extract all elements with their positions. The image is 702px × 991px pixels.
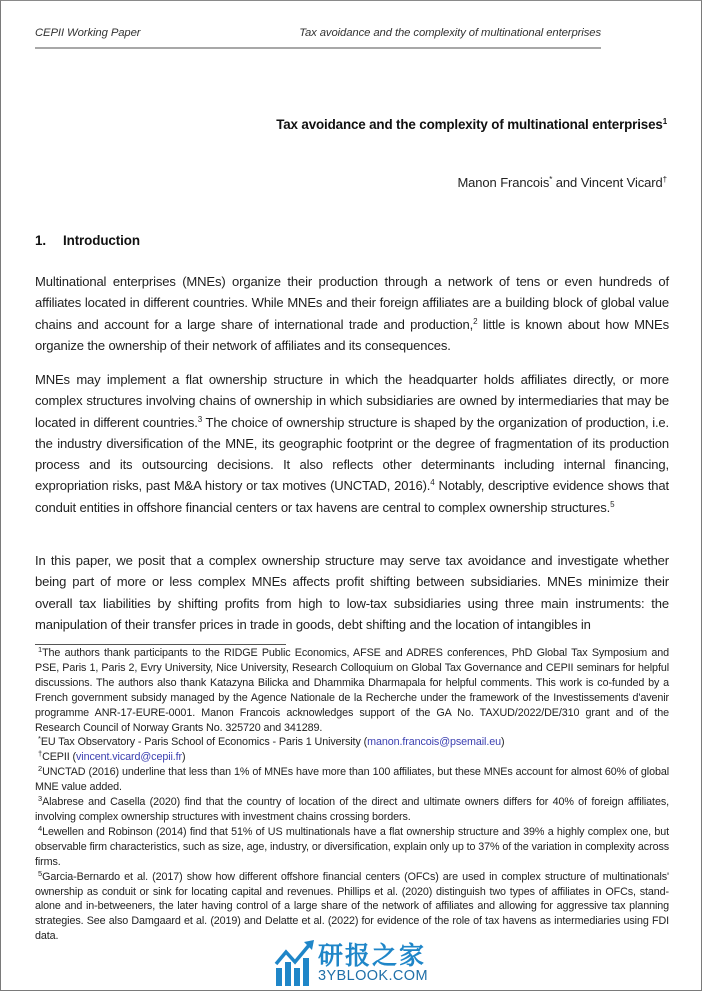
author-2: Vincent Vicard (580, 175, 663, 190)
footnote-mark: 3 (38, 794, 43, 804)
footnote-2 (35, 765, 669, 795)
email-link-vicard[interactable]: vincent.vicard@cepii.fr (76, 751, 183, 764)
footnote-ref-1[interactable]: 1 (662, 117, 667, 126)
footnote-mark: 2 (38, 764, 43, 774)
paragraph-text: Notably, descriptive evidence shows that conduit entities in offshore financial centers or tax havens are central to complex ownership structures. (35, 478, 669, 515)
footnote-mark: 5 (38, 868, 43, 878)
footnote-author-2 (35, 750, 669, 765)
footnote-text: ) (182, 751, 186, 764)
author-1: Manon Francois (457, 175, 550, 190)
footnote-ref-3[interactable]: 3 (197, 414, 203, 424)
footnote-ref-4[interactable]: 4 (430, 478, 435, 488)
footnote-1 (35, 646, 669, 735)
watermark-chinese-text: 研报之家 (318, 941, 427, 970)
author-connector: and (552, 175, 581, 190)
paragraph-3 (35, 550, 669, 635)
footnote-rule (35, 644, 286, 645)
footnote-author-1 (35, 735, 669, 750)
footnote-text: EU Tax Observatory - Paris School of Economics - Paris 1 University ( (40, 736, 368, 749)
paper-title (276, 117, 667, 132)
footnote-ref-2[interactable]: 2 (473, 316, 478, 326)
running-header-right: Tax avoidance and the complexity of multinational enterprises (299, 27, 601, 39)
email-link-francois[interactable]: manon.francois@psemail.eu (367, 736, 501, 749)
header-rule (35, 47, 601, 49)
watermark-logo (274, 938, 434, 988)
bar-chart-arrow-icon (274, 938, 318, 988)
paragraph-1 (35, 271, 669, 356)
section-number: 1. (35, 233, 46, 248)
footnote-text: UNCTAD (2016) underline that less than 1% of MNEs have more than 100 affiliates, but these MNEs account for almost 60% of global MNE value added. (35, 766, 669, 794)
author-line (457, 175, 667, 190)
section-heading (35, 233, 140, 248)
section-title: Introduction (63, 233, 140, 248)
paragraph-text: The choice of ownership structure is shaped by the organization of production, i.e. the industry diversification of the MNE, its geographic footprint or the degree of fragmentation of its production process and its outsourcing decisions. It also reflects other determinants including internal financing, expropriation risks, past M&A history or tax motives (UNCTAD, 2016). (35, 414, 670, 494)
paragraph-text: Multinational enterprises (MNEs) organize their production through a network of tens or even hundreds of affiliates located in different countries. While MNEs and their foreign affiliates are a building block of global value chains and account for a large share of international trade and production, (35, 274, 669, 332)
footnote-text: Alabrese and Casella (2020) find that the country of location of the direct and ultimate owners differs for 40% of foreign affiliates, involving complex ownership structures with investment chains crossing borders. (35, 796, 669, 823)
footnote-5 (35, 870, 669, 945)
footnote-ref-5[interactable]: 5 (610, 499, 615, 509)
footnote-text: CEPII ( (42, 751, 77, 764)
footnote-text: ) (501, 736, 505, 749)
author-1-mark[interactable]: * (549, 175, 553, 184)
footnote-mark: † (38, 749, 43, 759)
paragraph-text: MNEs may implement a flat ownership structure in which the headquarter holds affiliates directly, or more complex structures involving chains of ownership in which subsidiaries are owned by intermediaries that may be located in different countries. (35, 372, 669, 430)
running-header-left: CEPII Working Paper (35, 27, 141, 39)
running-header (35, 27, 601, 39)
footnote-mark: 4 (38, 823, 43, 833)
footnote-text: The authors thank participants to the RIDGE Public Economics, AFSE and ADRES conferences, PhD Global Tax Symposium and PSE, Paris 1, Paris 2, Evry University, Nice University, Research Colloquium on Global Tax Governance and CEPII seminars for helpful discussions. The authors also thank Katazyna Bilicka and Dhammika Dharmapala for helpful comments. This work is co-funded by a French government subsidy managed by the Agence Nationale de la Recherche under the framework of the Investissements d'avenir programme ANR-17-EURE-0001. Manon Francois acknowledges support of the GA No. TAXUD/2022/DE/310 grant and of the Research Council of Norway Grants No. 325720 and 341289. (35, 647, 669, 734)
author-2-mark[interactable]: † (662, 175, 667, 184)
footnote-text: Garcia-Bernardo et al. (2017) show how different offshore financial centers (OFCs) are used in complex structure of multinationals' ownership as conduit or sink for locating capital and revenues. Phillips et al. (2020) distinguish two types of affiliates in OFCs, stand-alone and in-betweeners, the later having control of a large share of the network of affiliates and allowing for aggressive tax planning strategies. See also Damgaard et al. (2019) and Delatte et al. (2022) for evidence of the role of tax havens as intermediaries using FDI data. (35, 870, 669, 943)
footnote-text: Lewellen and Robinson (2014) find that 51% of US multinationals have a flat ownership structure and 39% a highly complex one, but observable firm characteristics, such as size, age, industry, or diversification, explain only up to 37% of the variation in complexity across firms. (35, 825, 669, 868)
footnote-mark: * (38, 734, 41, 744)
footnote-3 (35, 795, 669, 825)
paragraph-text: little is known about how MNEs organize the ownership of their network of affiliates and its consequences. (35, 316, 669, 353)
footnote-mark: 1 (38, 645, 43, 654)
paragraph-2 (35, 369, 669, 518)
footnotes (35, 646, 669, 944)
paper-title-text: Tax avoidance and the complexity of multinational enterprises (276, 117, 663, 132)
footnote-4 (35, 825, 669, 870)
watermark-latin-text: 3YBLOOK.COM (318, 968, 428, 984)
paragraph-text: In this paper, we posit that a complex ownership structure may serve tax avoidance and investigate whether being part of more or less complex MNEs affects profit shifting between subsidiaries. MNEs minimize their overall tax liabilities by shifting profits from high to low-tax subsidiaries using three main instruments: the manipulation of their transfer prices in trade in goods, debt shifting and the location of intangibles in (35, 553, 669, 632)
